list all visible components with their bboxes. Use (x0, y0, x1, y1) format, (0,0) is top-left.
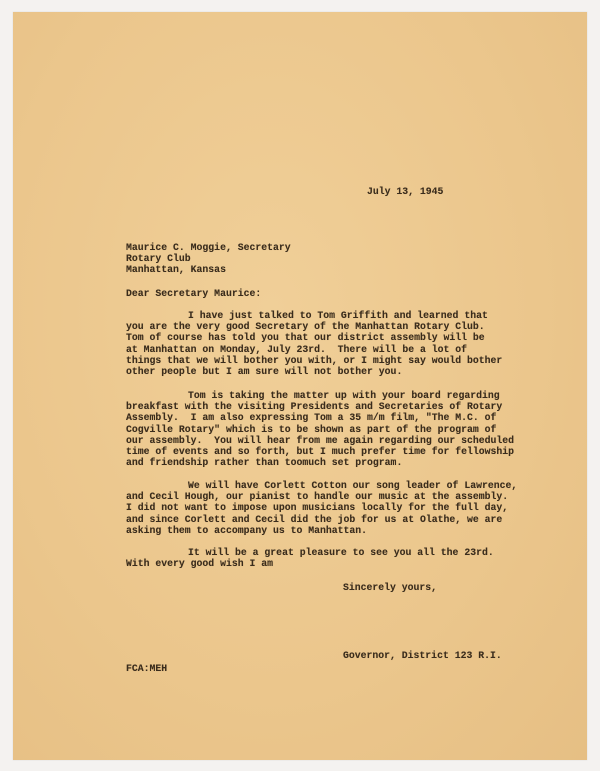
recipient-line: Manhattan, Kansas (126, 264, 226, 276)
body-line: our assembly. You will hear from me again regarding our scheduled (126, 434, 515, 446)
body-line: Tom of course has told you that our district assembly will be (126, 332, 485, 344)
body-line: breakfast with the visiting Presidents and Secretaries of Rotary (126, 401, 503, 413)
body-line: I have just talked to Tom Griffith and learned that (188, 310, 488, 321)
signature-title: Governor, District 123 R.I. (343, 650, 502, 661)
letter-page (13, 12, 587, 760)
body-line: Tom is taking the matter up with your board regarding (188, 390, 500, 401)
body-line: With every good wish I am (126, 558, 273, 570)
body-line: and friendship rather than toomuch set program. (126, 457, 403, 469)
body-line: I did not want to impose upon musicians locally for the full day, (126, 502, 509, 514)
body-line: asking them to accompany us to Manhattan. (126, 524, 368, 536)
body-line: things that we will bother you with, or I might say would bother (126, 354, 503, 366)
body-line: We will have Corlett Cotton our song leader of Lawrence, (188, 480, 518, 491)
body-line: and Cecil Hough, our pianist to handle our music at the assembly. (126, 491, 509, 503)
body-line: and since Corlett and Cecil did the job for us at Olathe, we are (126, 513, 503, 525)
paragraph-1 (126, 310, 502, 377)
closing: Sincerely yours, (343, 582, 438, 593)
paragraph-4 (126, 547, 494, 569)
salutation: Dear Secretary Maurice: (126, 288, 262, 299)
recipient-line: Rotary Club (126, 253, 191, 265)
body-line: time of events and so forth, but I much prefer time for fellowship (126, 445, 515, 457)
body-line: Assembly. I am also expressing Tom a 35 m/m film, "The M.C. of (126, 412, 497, 424)
body-line: you are the very good Secretary of the Manhattan Rotary Club. (126, 321, 485, 333)
body-line: at Manhattan on Monday, July 23rd. There will be a lot of (126, 343, 467, 355)
reference-initials: FCA:MEH (126, 663, 168, 674)
body-line: other people but I am sure will not bother you. (126, 365, 403, 377)
body-line: Cogville Rotary" which is to be shown as part of the program of (126, 423, 497, 435)
letter-date: July 13, 1945 (367, 186, 444, 197)
recipient-line: Maurice C. Moggie, Secretary (126, 242, 291, 253)
paragraph-2 (126, 390, 514, 468)
recipient-address (126, 242, 291, 276)
paragraph-3 (126, 480, 517, 536)
body-line: It will be a great pleasure to see you all the 23rd. (188, 547, 494, 558)
